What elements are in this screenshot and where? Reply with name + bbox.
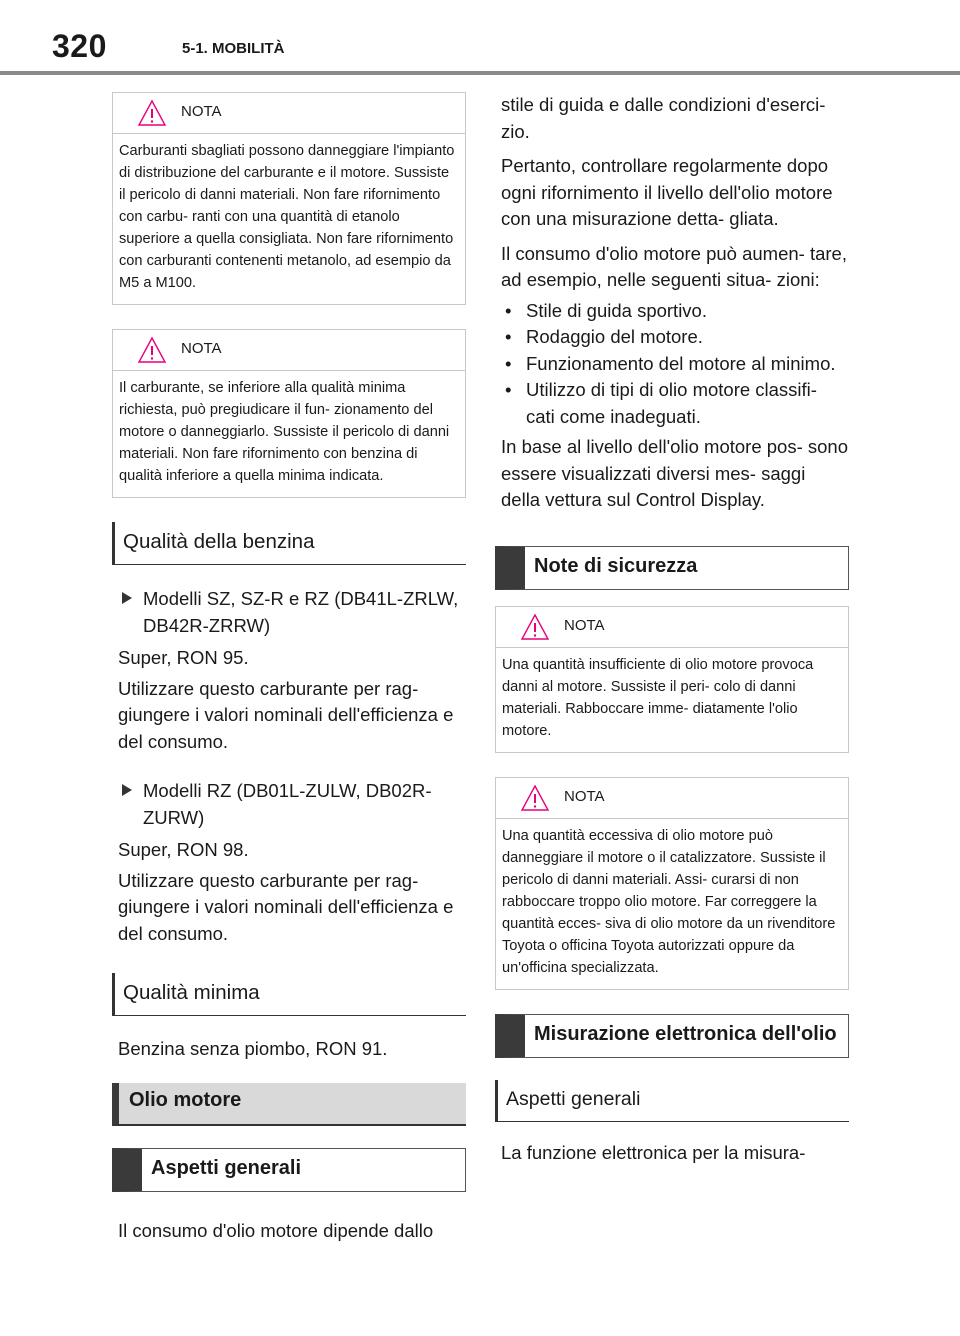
warning-triangle-icon	[137, 336, 167, 364]
note-header	[496, 607, 848, 648]
note-box	[112, 329, 466, 498]
note-box	[495, 606, 849, 753]
note-text: Una quantità insufficiente di olio motore provoca danni al motore. Sussiste il peri- colo di danni materiali. Rabboccare imme- diatamente l'olio motore.	[502, 656, 814, 739]
note-text: Carburanti sbagliati possono danneggiare l'impianto di distribuzione del carburante e il motore. Sussiste il pericolo di danni materiali. Non fare rifornimento con carbu- ranti con una quantità di etanolo superiore a quella consigliata. Non fare rifornimento con carburanti contenenti metanolo, ad esempio da M5 a M100.	[119, 143, 455, 291]
list-item: • Stile di guida sportivo.	[501, 298, 849, 325]
right-column	[495, 92, 849, 1170]
list-item: • Utilizzo di tipi di olio motore classifi- cati come inadeguati.	[501, 377, 849, 430]
left-column	[112, 92, 466, 1248]
list-item: • Funzionamento del motore al minimo.	[501, 351, 849, 378]
note-title: NOTA	[564, 787, 605, 805]
heading-qualita-benzina: Qualità della benzina	[112, 522, 466, 565]
note-header	[113, 330, 465, 371]
paragraph: La funzione elettronica per la misura-	[501, 1141, 806, 1163]
paragraph: stile di guida e dalle condizioni d'eserci- zio.	[501, 94, 826, 142]
warning-triangle-icon	[520, 784, 550, 812]
fuel-spec: Super, RON 95.	[118, 647, 249, 668]
note-header	[496, 778, 848, 819]
note-box	[112, 92, 466, 305]
paragraph: Utilizzare questo carburante per rag- giungere i valori nominali dell'efficienza e del consumo.	[118, 869, 454, 944]
list-item: • Rodaggio del motore.	[501, 324, 849, 351]
note-title: NOTA	[564, 616, 605, 634]
heading-olio-motore: Olio motore	[112, 1083, 466, 1126]
note-box	[495, 777, 849, 990]
note-text: Una quantità eccessiva di olio motore può danneggiare il motore o il catalizzatore. Sussiste il pericolo di danni materiali. Assi- curarsi di non rabboccare troppo olio motore. Far correggere la quantità ecces- siva di olio motore da un rivenditore Toyota o officina Toyota autorizzati oppure da un'officina specializzata.	[502, 827, 836, 976]
note-header	[113, 93, 465, 134]
heading-note-sicurezza: Note di sicurezza	[495, 546, 849, 590]
bullet-list	[501, 298, 849, 431]
note-title: NOTA	[181, 103, 222, 120]
note-text: Il carburante, se inferiore alla qualità minima richiesta, può pregiudicare il fun- zionamento del motore o danneggiarlo. Sussiste il pericolo di danni materiali. Non fare rifornimento con benzina di qualità inferiore a quella minima indicata.	[119, 380, 450, 484]
fuel-spec: Super, RON 98.	[118, 839, 249, 860]
model-item: Modelli RZ (DB01L-ZULW, DB02R-ZURW)	[118, 777, 466, 831]
warning-triangle-icon	[137, 99, 167, 127]
paragraph: Pertanto, controllare regolarmente dopo ogni rifornimento il livello dell'olio motore con una misurazione detta- gliata.	[501, 155, 833, 229]
note-title: NOTA	[181, 340, 222, 357]
header-rule	[0, 71, 960, 75]
page-number: 320	[52, 28, 107, 64]
heading-misurazione-elettronica: Misurazione elettronica dell'olio	[495, 1014, 849, 1058]
heading-aspetti-generali: Aspetti generali	[495, 1080, 849, 1122]
paragraph: In base al livello dell'olio motore pos- sono essere visualizzati diversi mes- saggi della vettura sul Control Display.	[501, 436, 849, 510]
heading-qualita-minima: Qualità minima	[112, 973, 466, 1016]
model-item: Modelli SZ, SZ-R e RZ (DB41L-ZRLW, DB42R-ZRRW)	[118, 585, 466, 639]
paragraph: Benzina senza piombo, RON 91.	[118, 1038, 388, 1059]
section-title: 5-1. MOBILITÀ	[182, 40, 285, 57]
warning-triangle-icon	[520, 613, 550, 641]
heading-aspetti-generali: Aspetti generali	[112, 1148, 466, 1192]
paragraph: Il consumo d'olio motore può aumen- tare, ad esempio, nelle seguenti situa- zioni:	[501, 242, 847, 290]
paragraph: Il consumo d'olio motore dipende dallo	[118, 1219, 434, 1241]
paragraph: Utilizzare questo carburante per rag- giungere i valori nominali dell'efficienza e del consumo.	[118, 677, 454, 752]
